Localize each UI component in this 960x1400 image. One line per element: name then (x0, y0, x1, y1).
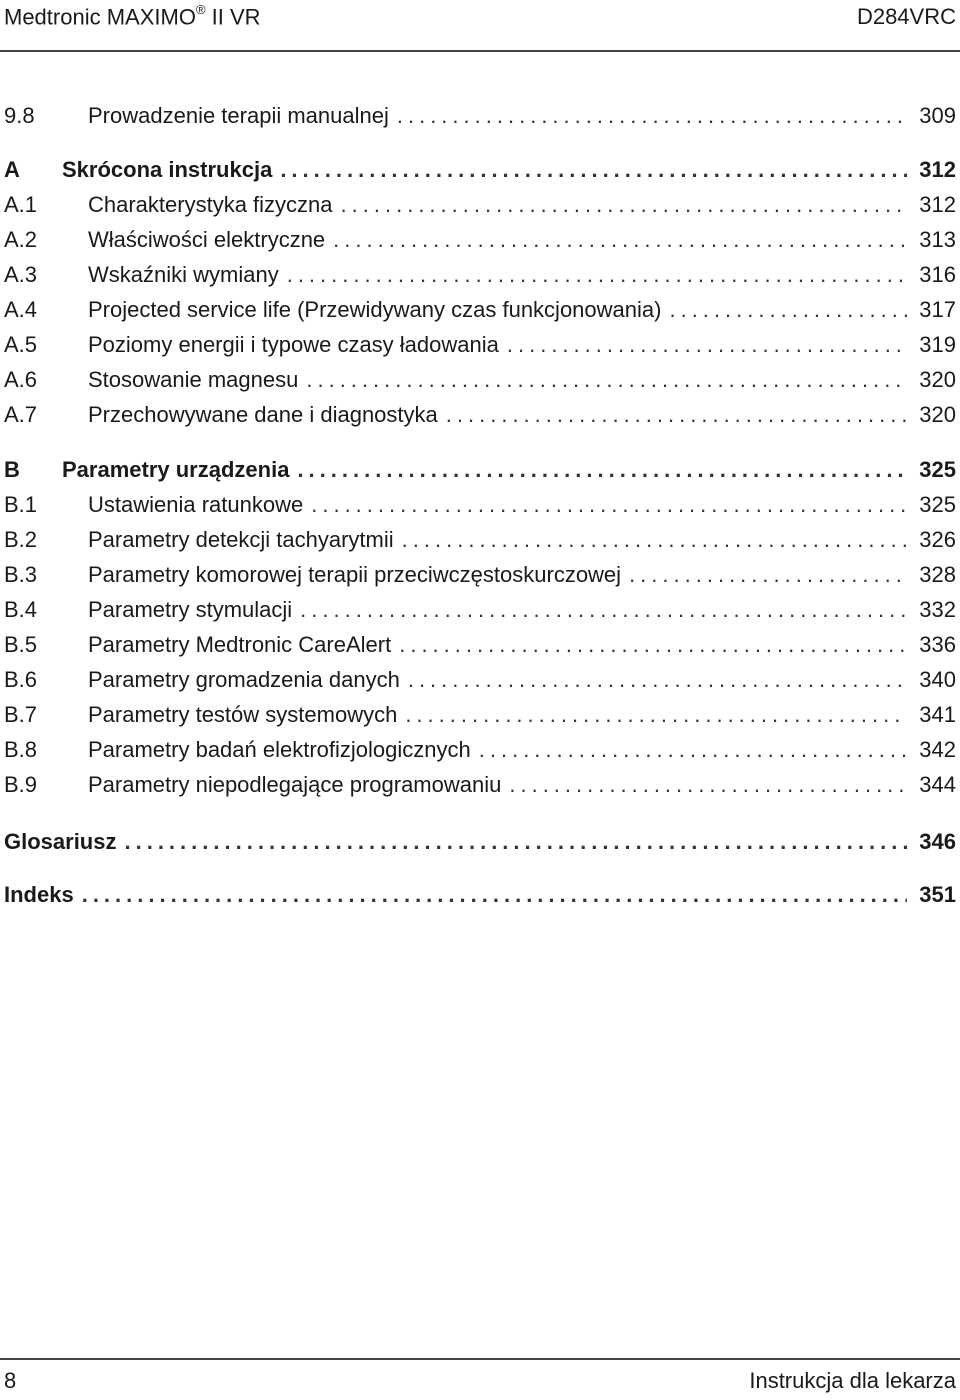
dot-leader (509, 769, 907, 801)
dot-leader (399, 629, 907, 661)
toc-entry-number: A.6 (4, 367, 38, 392)
toc-entry-number: B.4 (4, 597, 38, 622)
dot-leader (408, 664, 907, 696)
dot-leader (402, 524, 908, 556)
toc-entry-title: Glosariusz (4, 829, 117, 854)
toc-entry-title: Parametry stymulacji (88, 597, 293, 622)
toc-entry-page: 340 (919, 667, 956, 692)
page-number: 8 (4, 1368, 17, 1393)
toc-entry-page: 325 (919, 457, 956, 482)
toc-entry[interactable] (0, 399, 960, 431)
toc-entry-page: 326 (919, 527, 956, 552)
toc-entry[interactable] (0, 364, 960, 396)
toc-entry-number: A.1 (4, 192, 38, 217)
toc-entry[interactable] (0, 259, 960, 291)
registered-mark: ® (195, 2, 206, 17)
toc-entry-number: B.9 (4, 772, 38, 797)
dot-leader (405, 699, 907, 731)
footer-label: Instrukcja dla lekarza (749, 1368, 956, 1393)
dot-leader (479, 734, 908, 766)
toc-entry-page: 320 (919, 367, 956, 392)
toc-entry[interactable] (0, 769, 960, 801)
dot-leader (287, 259, 908, 291)
footer-divider (0, 1358, 960, 1360)
toc-entry[interactable] (0, 294, 960, 326)
toc-entry-title: Parametry Medtronic CareAlert (88, 632, 392, 657)
dot-leader (297, 454, 907, 486)
toc-entry-title: Ustawienia ratunkowe (88, 492, 304, 517)
toc-entry-title: Przechowywane dane i diagnostyka (88, 402, 438, 427)
toc-entry-title: Charakterystyka fizyczna (88, 192, 333, 217)
toc-entry-page: 319 (919, 332, 956, 357)
toc-entry-title: Parametry testów systemowych (88, 702, 398, 727)
header-divider (0, 50, 960, 52)
toc-entry[interactable] (0, 489, 960, 521)
dot-leader (82, 879, 908, 911)
product-name: Medtronic MAXIMO (4, 4, 196, 30)
toc-entry[interactable] (0, 329, 960, 361)
toc-entry-page: 312 (919, 157, 956, 182)
toc-entry-title: Prowadzenie terapii manualnej (88, 103, 389, 128)
toc-entry-number: B.7 (4, 702, 38, 727)
toc-entry-page: 328 (919, 562, 956, 587)
toc-entry[interactable] (0, 594, 960, 626)
dot-leader (397, 100, 907, 132)
toc-entry-title: Parametry komorowej terapii przeciwczęstoskurczowej (88, 562, 622, 587)
dot-leader (311, 489, 907, 521)
toc-entry-page: 342 (919, 737, 956, 762)
page-header (0, 0, 960, 34)
toc-entry-title: Indeks (4, 882, 74, 907)
dot-leader (280, 154, 907, 186)
dot-leader (446, 399, 908, 431)
toc-entry[interactable] (0, 559, 960, 591)
toc-entry-number: 9.8 (4, 103, 35, 128)
toc-entry-number: A.2 (4, 227, 38, 252)
toc-entry-number: B.5 (4, 632, 38, 657)
toc-entry-page: 312 (919, 192, 956, 217)
toc-entry[interactable] (0, 734, 960, 766)
dot-leader (669, 294, 907, 326)
toc-entry-page: 317 (919, 297, 956, 322)
toc-entry-page: 309 (919, 103, 956, 128)
toc-entry[interactable] (0, 699, 960, 731)
toc-entry-number: A.5 (4, 332, 38, 357)
toc-entry-page: 316 (919, 262, 956, 287)
dot-leader (333, 224, 907, 256)
toc-entry-page: 346 (919, 829, 956, 854)
model-code: D284VRC (856, 4, 956, 29)
toc-entry-title: Poziomy energii i typowe czasy ładowania (88, 332, 499, 357)
toc-entry-page: 320 (919, 402, 956, 427)
dot-leader (629, 559, 907, 591)
document-title (4, 4, 261, 30)
toc-entry[interactable] (0, 879, 960, 911)
toc-entry-page: 351 (919, 882, 956, 907)
toc-entry-page: 341 (919, 702, 956, 727)
toc-entry-title: Parametry detekcji tachyarytmii (88, 527, 394, 552)
toc-entry-title: Stosowanie magnesu (88, 367, 299, 392)
dot-leader (507, 329, 907, 361)
toc-entry[interactable] (0, 100, 960, 132)
toc-entry-page: 325 (919, 492, 956, 517)
toc-entry-number: B.1 (4, 492, 38, 517)
toc-entry-number: B.3 (4, 562, 38, 587)
dot-leader (300, 594, 907, 626)
toc-entry[interactable] (0, 664, 960, 696)
toc-entry-page: 336 (919, 632, 956, 657)
toc-entry-page: 344 (919, 772, 956, 797)
toc-entry[interactable] (0, 524, 960, 556)
product-model: II VR (205, 4, 261, 30)
toc-entry-number: B.8 (4, 737, 38, 762)
toc-entry-title: Właściwości elektryczne (88, 227, 326, 252)
toc-entry[interactable] (0, 154, 960, 186)
toc-entry[interactable] (0, 454, 960, 486)
toc-entry-title: Parametry urządzenia (62, 457, 290, 482)
toc-entry-page: 313 (919, 227, 956, 252)
toc-entry-title: Wskaźniki wymiany (88, 262, 279, 287)
toc-entry-title: Projected service life (Przewidywany czas funkcjonowania) (88, 297, 662, 322)
toc-entry[interactable] (0, 224, 960, 256)
toc-entry-title: Skrócona instrukcja (62, 157, 273, 182)
toc-entry-number: A.3 (4, 262, 38, 287)
toc-entry-number: A.7 (4, 402, 38, 427)
toc-entry[interactable] (0, 189, 960, 221)
toc-entry-page: 332 (919, 597, 956, 622)
dot-leader (306, 364, 907, 396)
toc-entry-number: B.6 (4, 667, 38, 692)
dot-leader (341, 189, 908, 221)
toc-entry-number: A.4 (4, 297, 38, 322)
toc-entry[interactable] (0, 826, 960, 858)
toc-entry-number: B (4, 457, 20, 482)
toc-entry-title: Parametry gromadzenia danych (88, 667, 400, 692)
toc-entry-title: Parametry badań elektrofizjologicznych (88, 737, 471, 762)
dot-leader (124, 826, 907, 858)
toc-entry-number: B.2 (4, 527, 38, 552)
toc-entry[interactable] (0, 629, 960, 661)
toc-entry-number: A (4, 157, 20, 182)
toc-entry-title: Parametry niepodlegające programowaniu (88, 772, 502, 797)
